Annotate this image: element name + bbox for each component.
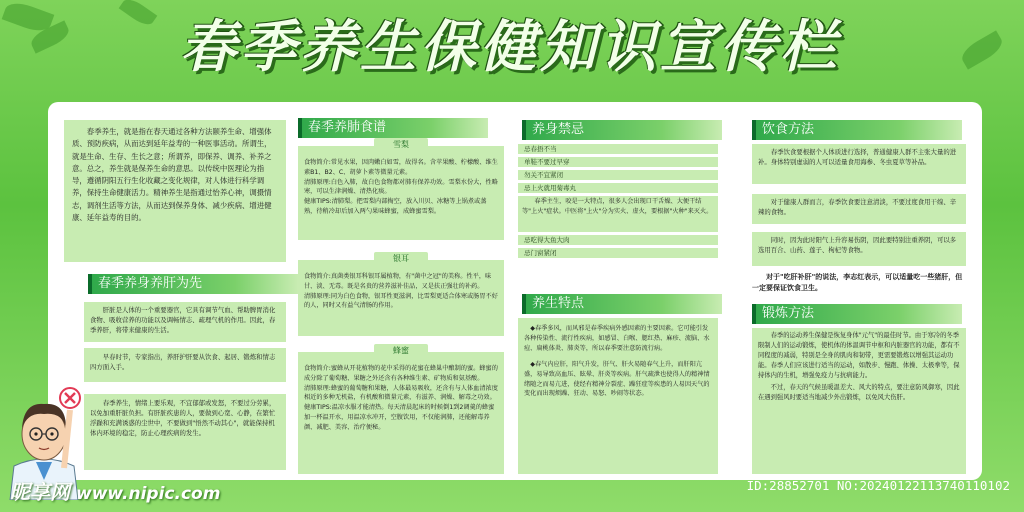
features-text-2: ◆春气内应肝，阳气升发，肝气、肝火易随春气上升，而肝阳亢盛，易导致高血压、眩晕、肝炎等疾病。肝气疏泄也使得人的精神情绪随之而易亢进，使经有精神分裂症、躁狂症等疾患的人易因天气的变化而出现烦躁、狂动、易怒、吵闹等状态。 [524,360,710,398]
taboos-paragraph-box [518,196,718,232]
recipe-box-2 [298,260,504,336]
diet-text-1: 春季饮食要根据个人体质进行选择，普通健康人群不主张大量的进补。身体特别虚弱的人可以适量食用海参、冬虫夏草等补品。 [758,148,957,167]
list-item: 勿关不宜紧闭 [518,170,718,180]
recipe-text-3: 食物简介:蜜蜂从开花植物的花中采得的花蜜在蜂巢中酿制的蜜。蜂蜜的成分除了葡萄糖、果糖之外还含有各种维生素、矿物质和氨基酸。 清肺原理:蜂蜜的葡萄糖和果糖，人体最易吸收，还含有与人体血清浓度相近的多种无机盐，有机酸和微量元素，有滋养、润燥、解毒之功效。 健康TIPS:温凉水服才能清热。每天清晨起床的时候倒1到2调羹的蜂蜜加一杯温开水，用温凉水冲开，空腹饮用，不仅能润肺，还能解毒养颜、减肥、美容、治疗便秘。 [304,365,498,431]
taboos-header: 养身禁忌 [522,120,722,140]
footer-id: ID:28852701 NO:20240122113740110102 [746,478,1010,493]
diet-text-3: 同时，因为此时阳气上升容易伤阴，因此要特别注重养阴，可以多选用百合、山药、莲子、枸杞等食物。 [758,236,957,255]
liver-box-3 [84,394,286,470]
exercise-header: 锻炼方法 [752,304,962,324]
taboos-paragraph: 春季主生，咬是一大特点，很多人会出现口干舌燥、大便干结等"上火"症状。中医将"上火"分为实火、虚火，要根据"火种"来灭火。 [522,197,713,215]
features-box [518,318,718,474]
list-item: 忌吃得大鱼大肉 [518,235,718,245]
list-item: 忌上火就用菊毒丸 [518,183,718,193]
list-item: 单鞋不要过早穿 [518,157,718,167]
recipe-name-2: 银耳 [374,252,428,265]
page-title: 春季养生保健知识宣传栏 [180,15,840,80]
exercise-text-2: 不过，春天的气候虽暖温差大、风大的特点，要注意防风御寒，因此在遇到强风时要适当地减少外出锻炼，以免风大伤肝。 [758,384,960,401]
diet-box-1 [752,144,966,184]
liver-box-1 [84,302,286,342]
brand-name: 昵享网 [10,480,70,504]
recipe-text-1: 食物简介:常见水果，因肉嫩白如雪，故得名。含苹果酸、柠檬酸、维生素B1、B2、C、胡萝卜素等微量元素。 清肺原理:白色入肺，故白色食物都对肺有保养功效。雪梨水份大，性略寒，可以生津润燥、清热化痰。 健康TIPS:清肺梨。把雪梨内部掏空，放入川贝、冰糖等上锅煮或蒸熟，待稍冷却后加入两勺果味蜂蜜，成蜂蜜雪梨。 [304,159,498,215]
diet-box-2 [752,194,966,224]
content-panel [48,102,982,480]
taboos-list [518,144,718,261]
intro-text: 春季养生，就是指在春天通过各种方法颐养生命、增强体质、预防疾病，从而达到延年益寿的一种医事活动。所谓生，就是生命、生存、生长之意；所谓养，即保养、调养、补养之意。总之，养生就是保养生命的意思。以传统中医理论为指导，遵循阴阳五行生化收藏之变化规律，对人体进行科学调养，保持生命健康活力。精神养生是指通过怡养心神，调摄情志，调剂生活等方法，从而达到保养身体、减少疾病、增进健康、延年益寿的目的。 [72,127,272,223]
exercise-box [752,328,966,474]
exercise-text-1: 春季的运动养生保健是恢复身体"元气"的最佳时节。由于寒冷的冬季限制人们的运动锻炼，使机体的体温调节中枢和内脏器官的功能，都有不同程度的减弱，特别是全身的肌肉和韧带，更需要锻炼以增强其运动功能。春季人们应该进行适当的运动，如散步、慢跑、体操、太极拳等，保持体内的生机，增强免疫力与抗病能力。 [758,332,960,379]
footer-brand [10,476,220,505]
recipe-name-1: 雪梨 [374,138,428,151]
brand-url: www.nipic.com [76,484,221,504]
leaf-decoration [958,30,1006,69]
features-header: 养生特点 [522,294,722,314]
recipe-box-1 [298,146,504,240]
liver-text-3: 春季养生，情绪上要乐观，不宜郁郁或发怒，不要过分劳累，以免加重肝脏负担。有肝脏疾患的人，要做到心宽、心静，在繁忙浮躁和充满诱惑的尘世中，不要做到"悟然不动其心"，就能保持机体内环境的稳定，防止心理疾病的发生。 [90,399,276,437]
liver-header: 春季养身养肝为先 [88,274,298,294]
recipe-name-3: 蜂蜜 [374,344,428,357]
lung-recipes-header: 春季养肺食谱 [298,118,488,138]
list-item: 忌门窗紧闭 [518,248,718,258]
diet-header: 饮食方法 [752,120,962,140]
recipe-box-3 [298,352,504,474]
list-item: 忌春捂不当 [518,144,718,154]
diet-text-2: 对于健康人群而言，春季饮食要注意清淡，不要过度食用干缐、辛辣的食物。 [758,198,957,217]
liver-text-2: 早春时节，专家指出，养肝护肝要从饮食、起居、锻炼和情志四方面入手。 [90,353,276,371]
intro-box [64,120,286,262]
features-text-1: ◆春季多风，而风邪是春季疾病外感因素的主要因素。它可能引发各种传染性、流行性疾病，如感冒、白喉、腮红热、麻疹、流脑、水痘、扁桃体炎、肺炎等，所以春季要注意防流行病。 [524,325,710,352]
diet-note: 对于"吃肝补肝"的说法，李志红表示，可以适量吃一些猪肝，但一定要保证饮食卫生。 [752,273,963,292]
diet-box-3 [752,232,966,266]
recipe-text-2: 食物简介:真菌类银耳科银耳属植物，有"菌中之冠"的美称。性平，味甘、淡、无毒。既是名贵的营养滋补佳品，又是扶正强壮的补药。 清肺原理:同为白色食物，银耳性更滋润，比雪梨更适合体寒或肠胃不好的人，同时又有益气清肠的作用。 [304,273,498,310]
liver-box-2 [84,348,286,382]
liver-text-1: 肝脏是人体的一个重要器官，它具有调节气血、帮助脾胃消化食物、吸收营养的功能以及调畅情志、疏理气机的作用。因此，春季养肝，将带来健康的生活。 [90,306,276,334]
